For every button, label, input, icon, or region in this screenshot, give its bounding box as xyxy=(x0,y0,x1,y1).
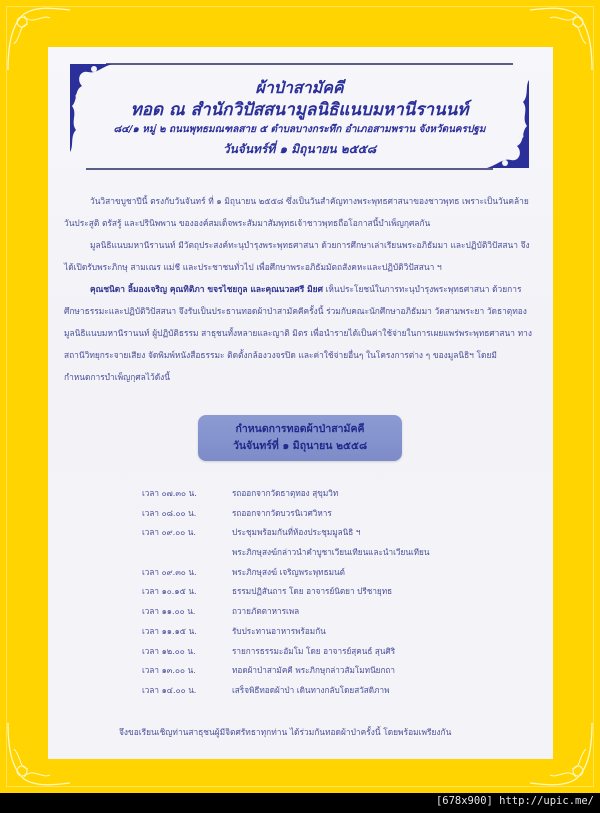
schedule-time: เวลา ๑๓.๐๐ น. xyxy=(142,665,196,676)
schedule-row xyxy=(142,642,482,662)
event-date: วันจันทร์ที่ ๑ มิถุนายน ๒๕๕๘ xyxy=(222,142,377,156)
header-rule-bottom xyxy=(86,168,493,170)
schedule-desc: พระภิกษุสงฆ์ เจริญพระพุทธมนต์ xyxy=(232,566,345,577)
schedule-banner-title: กำหนดการทอดผ้าป่าสามัคคี xyxy=(235,423,365,435)
event-title: ผ้าป่าสามัคคี xyxy=(255,78,344,97)
paragraph-hosts xyxy=(64,278,536,388)
schedule-row xyxy=(142,661,482,681)
schedule-list xyxy=(142,484,482,701)
schedule-desc: ถวายภัตตาหารเพล xyxy=(232,606,300,617)
schedule-desc: รับประทานอาหารพร้อมกัน xyxy=(232,625,326,636)
schedule-row xyxy=(142,523,482,543)
schedule-row xyxy=(142,622,482,642)
schedule-time: เวลา ๑๑.๐๐ น. xyxy=(142,606,196,617)
paragraph-foundation: มูลนิธิแนบมหานีรานนท์ มีวัตถุประสงค์ทะนุบำรุงพระพุทธศาสนา ด้วยการศึกษาเล่าเรียนพระอภิธัมมา และปฏิบัติวิปัสสนา จึงได้เปิดรับพระภิกษุ สามเณร แม่ชี และประชาชนทั่วไป เพื่อศึกษาพระอภิธัมมัตถสังคหะและปฏิบัติวิปัสสนา ฯ xyxy=(64,240,530,272)
paragraph-visakha: วันวิสาขบูชาปีนี้ ตรงกับวันจันทร์ ที่ ๑ มิถุนายน ๒๕๕๘ ซึ่งเป็นวันสำคัญทางพระพุทธศาสนาของชาวพุทธ เพราะเป็นวันคล้ายวันประสูติ ตรัสรู้ และปรินิพพาน ขององค์สมเด็จพระสัมมาสัมพุทธเจ้าชาวพุทธถือโอกาสนี้บำเพ็ญกุศลกัน xyxy=(64,196,529,228)
schedule-desc: รายการธรรมะอัมโม โดย อาจารย์สุคนธ์ สุนศิริ xyxy=(232,645,396,656)
document-header xyxy=(66,60,533,172)
schedule-time: เวลา ๐๘.๐๐ น. xyxy=(142,507,197,518)
schedule-row xyxy=(142,543,482,563)
schedule-row xyxy=(142,681,482,701)
schedule-time: เวลา ๑๑.๑๕ น. xyxy=(142,625,197,636)
schedule-desc: ธรรมปฏิสันถาร โดย อาจารย์นิตยา ปรีชายุทธ xyxy=(232,586,393,597)
schedule-time: เวลา ๐๗.๓๐ น. xyxy=(142,488,197,498)
schedule-row xyxy=(142,563,482,583)
schedule-time: เวลา ๑๒.๐๐ น. xyxy=(142,645,196,656)
schedule-desc: ประชุมพร้อมกันที่ห้องประชุมมูลนิธิ ฯ xyxy=(232,527,361,538)
schedule-time: เวลา ๐๙.๐๐ น. xyxy=(142,527,197,538)
schedule-row xyxy=(142,504,482,524)
schedule-row xyxy=(142,602,482,622)
schedule-desc: เสร็จพิธีทอดผ้าป่า เดินทางกลับโดยสวัสดิภาพ xyxy=(232,684,390,695)
schedule-banner-date: วันจันทร์ที่ ๑ มิถุนายน ๒๕๕๘ xyxy=(232,440,368,452)
venue-address: ๘๔/๑ หมู่ ๒ ถนนพุทธมณฑลสาย ๕ ตำบลบางกระทึก อำเภอสามพราน จังหวัดนครปฐม xyxy=(113,124,486,135)
schedule-time: เวลา ๑๔.๐๐ น. xyxy=(142,684,197,695)
schedule-banner xyxy=(198,415,402,461)
image-host-watermark: [678x900] http://upic.me/ xyxy=(435,795,594,807)
schedule-time: เวลา ๑๐.๑๕ น. xyxy=(142,586,197,597)
schedule-row xyxy=(142,582,482,602)
hosts-description: เห็นประโยชน์ในการทะนุบำรุงพระพุทธศาสนา ด้วยการศึกษาธรรมะและปฏิบัติวิปัสสนา จึงรับเป็นประธานทอดผ้าป่าสามัคคีครั้งนี้ ร่วมกับคณะนักศึกษาอภิธัมมา วัดสามพระยา วัดธาตุทอง มูลนิธิแนบมหานีรานนท์ ผู้ปฏิบัติธรรม สาธุชนทั้งหลายและญาติ มิตร เพื่อนำรายได้เป็นค่าใช้จ่ายในการเผยแพร่พระพุทธศาสนา ทางสถานีวิทยุกระจายเสียง จัดพิมพ์หนังสือธรรมะ ติดตั้งกล้องวงจรปิด และค่าใช้จ่ายอื่นๆ ในโครงการต่าง ๆ ของมูลนิธิฯ โดยมีกำหนดการบำเพ็ญกุศลไว้ดังนี้ xyxy=(64,284,532,382)
closing-invitation: จึงขอเรียนเชิญท่านสาธุชนผู้มีจิตศรัทธาทุกท่าน ได้ร่วมกันทอดผ้าป่าครั้งนี้ โดยพร้อมเพรียงกัน xyxy=(119,727,452,737)
header-rule-top xyxy=(106,63,513,65)
venue-name: ทอด ณ สำนักวิปัสสนามูลนิธิแนบมหานีรานนท์ xyxy=(130,100,469,120)
schedule-time: เวลา ๐๙.๓๐ น. xyxy=(142,566,197,577)
host-names: คุณชนิดา ลิ้มองเจริญ คุณทิติภา ขจรไชยกูล และคุณนวลศรี มิยศ xyxy=(90,284,323,294)
schedule-desc: พระภิกษุสงฆ์กล่าวนำคำบูชาเวียนเทียนและนำเวียนเทียน xyxy=(232,547,430,558)
schedule-row xyxy=(142,484,482,504)
intro-paragraphs xyxy=(64,190,536,388)
schedule-desc: รถออกจากวัดบวรนิเวศวิหาร xyxy=(232,507,332,518)
schedule-desc: รถออกจากวัดธาตุทอง สุขุมวิท xyxy=(232,488,339,498)
schedule-desc: ทอดผ้าป่าสามัคคี พระภิกษุกล่าวสัมโมทนียกถา xyxy=(232,665,395,676)
